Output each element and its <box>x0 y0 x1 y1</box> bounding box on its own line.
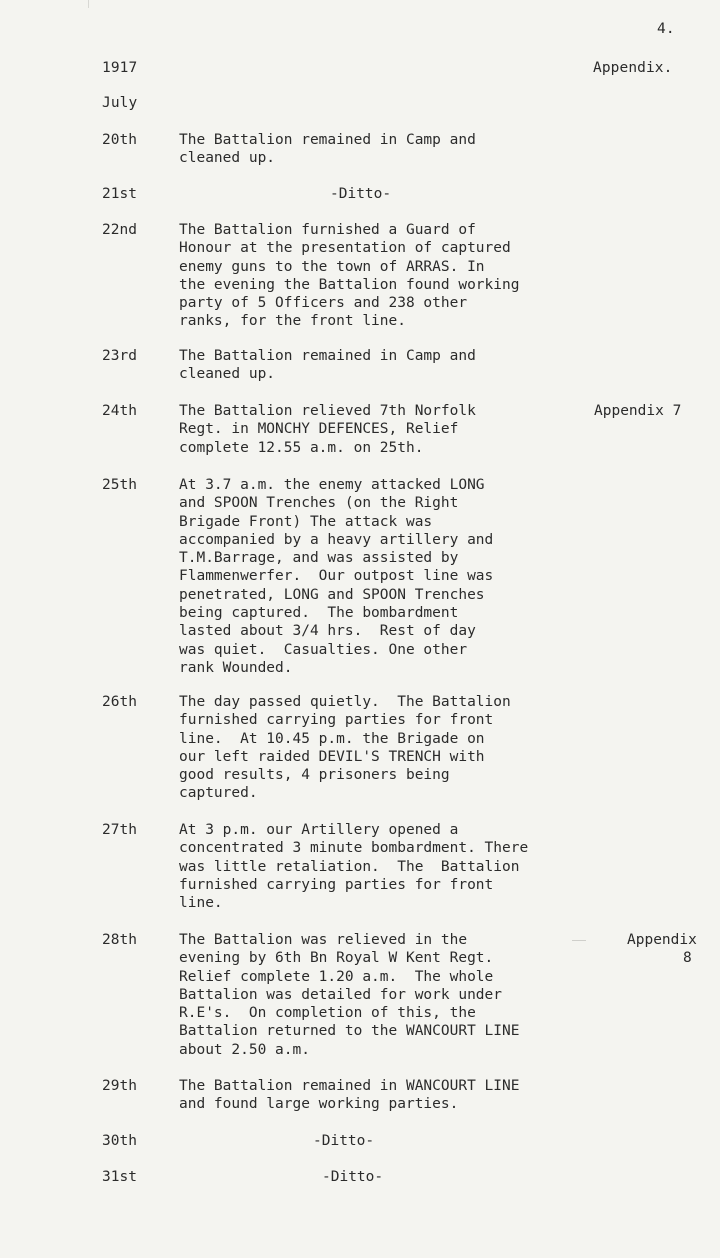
entry-text-20th: The Battalion remained in Camp and cleaned up. <box>179 132 476 167</box>
entry-text-26th: The day passed quietly. The Battalion furnished carrying parties for front line. At 10.45 p.m. the Brigade on our left raided DEVIL'S TRENCH with good results, 4 prisoners being captured. <box>179 694 511 802</box>
entry-text-22nd: The Battalion furnished a Guard of Honour at the presentation of captured enemy guns to the town of ARRAS. In the evening the Battalion found working party of 5 Officers and 238 other ranks, for the front line. <box>179 222 520 330</box>
entry-date-31st: 31st <box>102 1169 137 1185</box>
entry-text-25th: At 3.7 a.m. the enemy attacked LONG and SPOON Trenches (on the Right Brigade Front) The attack was accompanied by a heavy artillery and T.M.Barrage, and was assisted by Flammenwerfer. Our outpost line was penetrated, LONG and SPOON Trenches being captured. The bombardment lasted about 3/4 hrs. Rest of day was quiet. Casualties. One other rank Wounded. <box>179 477 494 676</box>
appendix-ref-8-label: Appendix <box>627 932 697 948</box>
appendix-ref-7: Appendix 7 <box>594 403 682 419</box>
month: July <box>102 95 138 111</box>
ink-mark <box>572 940 586 941</box>
entry-ditto-21st: -Ditto- <box>330 186 392 202</box>
entry-text-28th: The Battalion was relieved in the evening by 6th Bn Royal W Kent Regt. Relief complete 1.20 a.m. The whole Battalion was detailed for work under R.E's. On completion of this, the Battalion returned to the WANCOURT LINE about 2.50 a.m. <box>179 932 520 1058</box>
entry-date-28th: 28th <box>102 932 137 948</box>
entry-ditto-31st: -Ditto- <box>322 1169 384 1185</box>
entry-date-23rd: 23rd <box>102 348 137 364</box>
entry-text-23rd: The Battalion remained in Camp and cleaned up. <box>179 348 476 383</box>
year: 1917 <box>102 60 138 76</box>
appendix-ref-8-number: 8 <box>683 950 692 966</box>
paper-mark <box>88 0 89 8</box>
entry-date-30th: 30th <box>102 1133 137 1149</box>
entry-date-29th: 29th <box>102 1078 137 1094</box>
entry-text-27th: At 3 p.m. our Artillery opened a concentrated 3 minute bombardment. There was little retaliation. The Battalion furnished carrying parties for front line. <box>179 822 529 912</box>
entry-date-20th: 20th <box>102 132 137 148</box>
entry-date-26th: 26th <box>102 694 137 710</box>
entry-date-25th: 25th <box>102 477 137 493</box>
entry-date-27th: 27th <box>102 822 137 838</box>
entry-ditto-30th: -Ditto- <box>313 1133 375 1149</box>
entry-text-24th: The Battalion relieved 7th Norfolk Regt. in MONCHY DEFENCES, Relief complete 12.55 a.m. on 25th. <box>179 403 476 456</box>
entry-date-21st: 21st <box>102 186 137 202</box>
entry-date-24th: 24th <box>102 403 137 419</box>
entry-text-29th: The Battalion remained in WANCOURT LINE and found large working parties. <box>179 1078 520 1113</box>
appendix-header: Appendix. <box>593 60 673 76</box>
entry-date-22nd: 22nd <box>102 222 137 238</box>
page-number: 4. <box>657 21 675 37</box>
